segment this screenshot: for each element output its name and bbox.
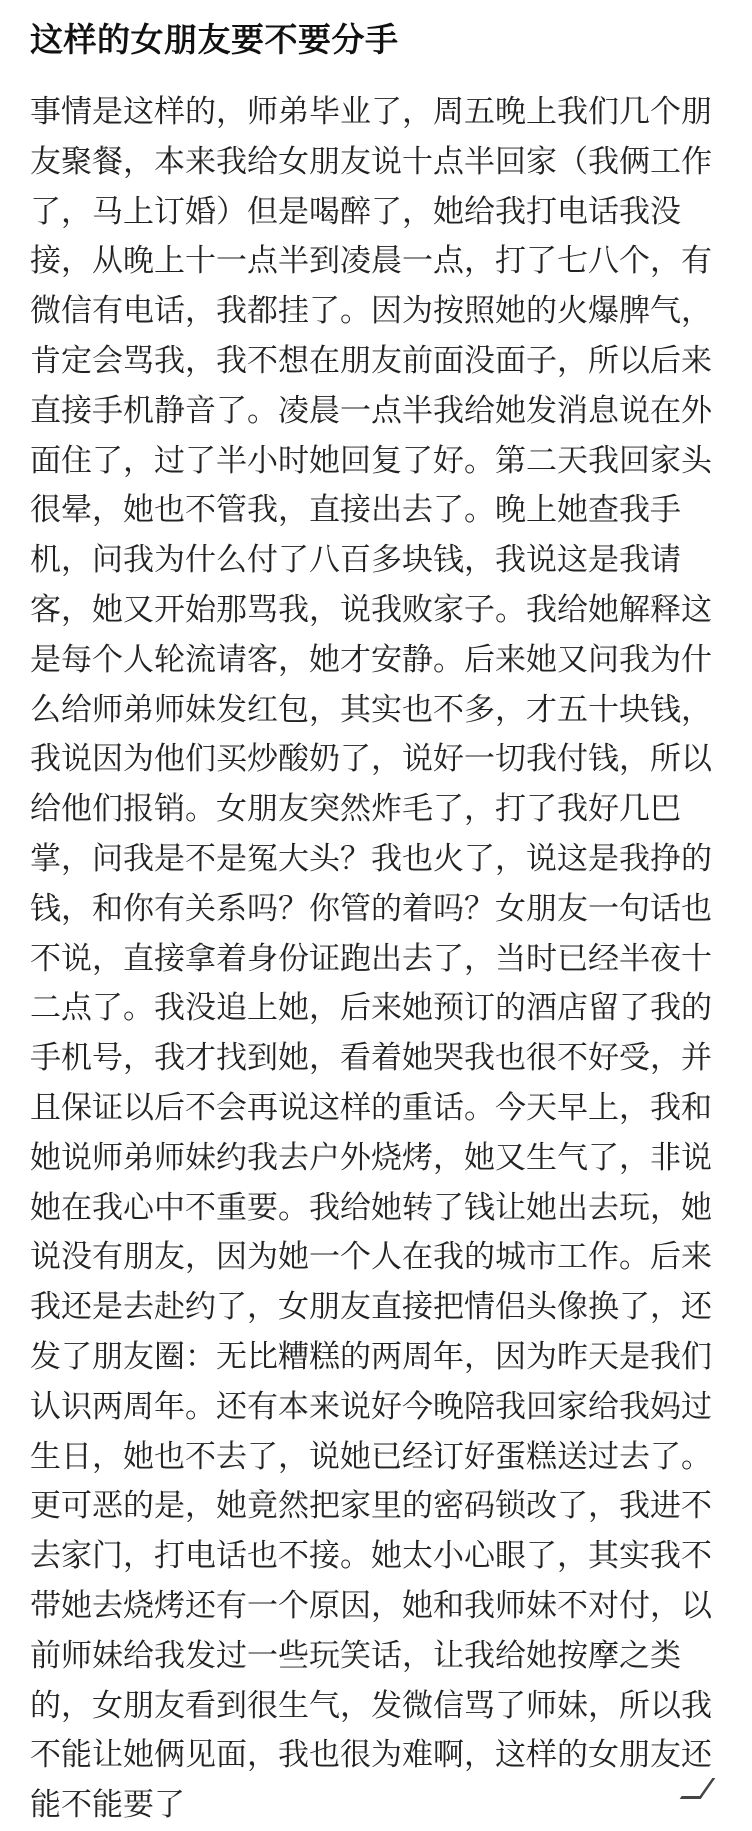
- post-line: 她在我心中不重要。我给她转了钱让她出去玩，她: [30, 1189, 712, 1226]
- post-line: 认识两周年。还有本来说好今晚陪我回家给我妈过: [30, 1388, 712, 1425]
- post-line: 她说师弟师妹约我去户外烧烤，她又生气了，非说: [30, 1139, 712, 1176]
- post-line: 带她去烧烤还有一个原因，她和我师妹不对付，以: [30, 1587, 712, 1624]
- post-line: 掌，问我是不是冤大头？我也火了，说这是我挣的: [30, 840, 712, 877]
- post-line: 给他们报销。女朋友突然炸毛了，打了我好几巴: [30, 791, 681, 828]
- post-line: 去家门，打电话也不接。她太小心眼了，其实我不: [30, 1538, 712, 1575]
- post-line: 我说因为他们买炒酸奶了，说好一切我付钱，所以: [30, 741, 712, 778]
- post-line: 微信有电话，我都挂了。因为按照她的火爆脾气，: [30, 293, 712, 330]
- post-body: [30, 88, 722, 1831]
- post-line: 发了朋友圈：无比糟糕的两周年，因为昨天是我们: [30, 1338, 712, 1375]
- post-line: 是每个人轮流请客，她才安静。后来她又问我为什: [30, 641, 712, 678]
- post-line: 面住了，过了半小时她回复了好。第二天我回家头: [30, 442, 712, 479]
- post-line: 很晕，她也不管我，直接出去了。晚上她查我手: [30, 492, 681, 529]
- post-line: 接，从晚上十一点半到凌晨一点，打了七八个，有: [30, 243, 712, 280]
- post-line: 么给师弟师妹发红包，其实也不多，才五十块钱，: [30, 691, 712, 728]
- post-line: 机，问我为什么付了八百多块钱，我说这是我请: [30, 542, 681, 579]
- post-line: 不说，直接拿着身份证跑出去了，当时已经半夜十: [30, 940, 712, 977]
- post-line: 不能让她俩见面，我也很为难啊，这样的女朋友还: [30, 1737, 712, 1774]
- post-line: 友聚餐，本来我给女朋友说十点半回家（我俩工作: [30, 143, 712, 180]
- post-line: 事情是这样的，师弟毕业了，周五晚上我们几个朋: [30, 94, 712, 130]
- post-line: 的，女朋友看到很生气，发微信骂了师妹，所以我: [30, 1687, 712, 1724]
- post-line: 了，马上订婚）但是喝醉了，她给我打电话我没: [30, 193, 681, 230]
- post-line: 更可恶的是，她竟然把家里的密码锁改了，我进不: [30, 1488, 712, 1525]
- post-line: 我还是去赴约了，女朋友直接把情侣头像换了，还: [30, 1289, 712, 1326]
- post-line: 二点了。我没追上她，后来她预订的酒店留了我的: [30, 990, 712, 1027]
- post-line: 肯定会骂我，我不想在朋友前面没面子，所以后来: [30, 342, 712, 379]
- post-line: 说没有朋友，因为她一个人在我的城市工作。后来: [30, 1239, 712, 1276]
- post-line: 前师妹给我发过一些玩笑话，让我给她按摩之类: [30, 1637, 681, 1674]
- post-title: 这样的女朋友要不要分手: [30, 20, 399, 59]
- post-line: 客，她又开始那骂我，说我败家子。我给她解释这: [30, 591, 712, 628]
- post-line: 且保证以后不会再说这样的重话。今天早上，我和: [30, 1089, 712, 1126]
- post-line: 能不能要了: [30, 1787, 185, 1824]
- post-line: 生日，她也不去了，说她已经订好蛋糕送过去了。: [30, 1438, 712, 1475]
- post-line: 手机号，我才找到她，看着她哭我也很不好受，并: [30, 1040, 712, 1077]
- post-line: 直接手机静音了。凌晨一点半我给她发消息说在外: [30, 392, 712, 429]
- post-line: 钱，和你有关系吗？你管的着吗？女朋友一句话也: [30, 890, 712, 927]
